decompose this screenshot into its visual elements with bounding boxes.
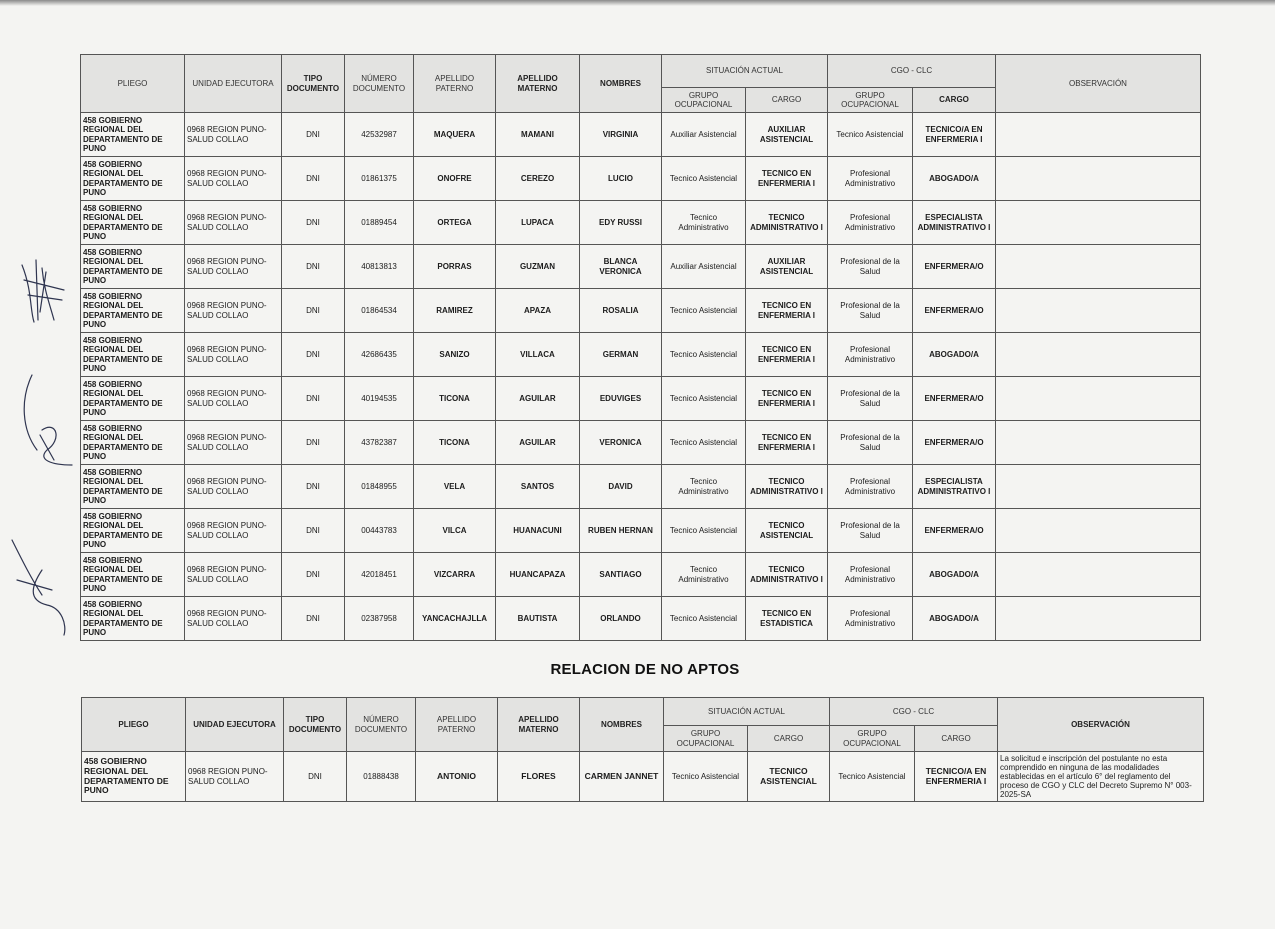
cell-sa-cargo: TECNICO ADMINISTRATIVO I [746, 553, 828, 597]
cell-sa-cargo: TECNICO EN ENFERMERIA I [746, 157, 828, 201]
cell-unidad-ejecutora: 0968 REGION PUNO-SALUD COLLAO [185, 421, 282, 465]
cell-cgo-grupo-ocupacional: Profesional de la Salud [828, 245, 913, 289]
cell-tipo-documento: DNI [282, 553, 345, 597]
cell-cgo-cargo: ABOGADO/A [913, 553, 996, 597]
cell-apellido-paterno: VIZCARRA [414, 553, 496, 597]
cell-numero-documento: 40813813 [345, 245, 414, 289]
cell-cgo-grupo-ocupacional: Profesional Administrativo [828, 201, 913, 245]
cell-cgo-grupo-ocupacional: Profesional de la Salud [828, 377, 913, 421]
cell-nombres: ROSALIA [580, 289, 662, 333]
cell-numero-documento: 01848955 [345, 465, 414, 509]
cell-numero-documento: 01864534 [345, 289, 414, 333]
cell-apellido-materno: APAZA [496, 289, 580, 333]
cell-numero-documento: 43782387 [345, 421, 414, 465]
cell-cgo-cargo: ENFERMERA/O [913, 289, 996, 333]
cell-sa-cargo: TECNICO ADMINISTRATIVO I [746, 465, 828, 509]
cell-cgo-cargo: ENFERMERA/O [913, 509, 996, 553]
header-unidad-ejecutora: UNIDAD EJECUTORA [186, 698, 284, 752]
header-sa-grupo-ocupacional: GRUPO OCUPACIONAL [662, 88, 746, 113]
cell-sa-cargo: TECNICO EN ENFERMERIA I [746, 377, 828, 421]
table-row [82, 752, 1204, 802]
cell-cgo-grupo-ocupacional: Profesional de la Salud [828, 509, 913, 553]
cell-observacion [996, 553, 1201, 597]
header-apellido-materno: APELLIDO MATERNO [498, 698, 580, 752]
cell-unidad-ejecutora: 0968 REGION PUNO-SALUD COLLAO [185, 553, 282, 597]
cell-observacion [996, 201, 1201, 245]
header-sa-cargo: CARGO [746, 88, 828, 113]
cell-pliego: 458 GOBIERNO REGIONAL DEL DEPARTAMENTO DE PUNO [81, 553, 185, 597]
cell-observacion [996, 509, 1201, 553]
cell-sa-grupo-ocupacional: Auxiliar Asistencial [662, 245, 746, 289]
cell-pliego: 458 GOBIERNO REGIONAL DEL DEPARTAMENTO DE PUNO [81, 509, 185, 553]
cell-cgo-cargo: ABOGADO/A [913, 597, 996, 641]
cell-tipo-documento: DNI [282, 377, 345, 421]
cell-sa-cargo: TECNICO ADMINISTRATIVO I [746, 201, 828, 245]
cell-tipo-documento: DNI [282, 597, 345, 641]
cell-tipo-documento: DNI [282, 333, 345, 377]
table-row [81, 333, 1201, 377]
cell-sa-grupo-ocupacional: Tecnico Asistencial [662, 509, 746, 553]
table-row [81, 157, 1201, 201]
cell-cgo-cargo: ENFERMERA/O [913, 377, 996, 421]
table-row [81, 289, 1201, 333]
cell-apellido-materno: VILLACA [496, 333, 580, 377]
cell-nombres: ORLANDO [580, 597, 662, 641]
cell-apellido-paterno: ONOFRE [414, 157, 496, 201]
cell-sa-grupo-ocupacional: Tecnico Administrativo [662, 465, 746, 509]
cell-tipo-documento: DNI [282, 289, 345, 333]
cell-pliego: 458 GOBIERNO REGIONAL DEL DEPARTAMENTO DE PUNO [81, 597, 185, 641]
cell-unidad-ejecutora: 0968 REGION PUNO-SALUD COLLAO [185, 597, 282, 641]
cell-cgo-cargo: ESPECIALISTA ADMINISTRATIVO I [913, 201, 996, 245]
cell-tipo-documento: DNI [282, 509, 345, 553]
table-row [81, 465, 1201, 509]
page-top-shadow [0, 0, 1275, 6]
table-row [81, 553, 1201, 597]
cell-cgo-cargo: ABOGADO/A [913, 157, 996, 201]
cell-nombres: EDY RUSSI [580, 201, 662, 245]
cell-unidad-ejecutora: 0968 REGION PUNO-SALUD COLLAO [185, 201, 282, 245]
cell-cgo-grupo-ocupacional: Tecnico Asistencial [830, 752, 915, 802]
cell-tipo-documento: DNI [282, 245, 345, 289]
table-row [81, 421, 1201, 465]
cell-apellido-materno: FLORES [498, 752, 580, 802]
cell-apellido-materno: MAMANI [496, 113, 580, 157]
header-observacion: OBSERVACIÓN [996, 55, 1201, 113]
cell-sa-cargo: AUXILIAR ASISTENCIAL [746, 245, 828, 289]
header-situacion-actual: SITUACIÓN ACTUAL [662, 55, 828, 88]
cell-apellido-paterno: RAMIREZ [414, 289, 496, 333]
cell-sa-grupo-ocupacional: Tecnico Asistencial [662, 289, 746, 333]
cell-nombres: VERONICA [580, 421, 662, 465]
no-aptos-title: RELACION DE NO APTOS [550, 661, 740, 678]
cell-unidad-ejecutora: 0968 REGION PUNO-SALUD COLLAO [185, 465, 282, 509]
cell-nombres: VIRGINIA [580, 113, 662, 157]
cell-pliego: 458 GOBIERNO REGIONAL DEL DEPARTAMENTO DE PUNO [81, 465, 185, 509]
cell-sa-grupo-ocupacional: Tecnico Asistencial [662, 421, 746, 465]
cell-numero-documento: 42686435 [345, 333, 414, 377]
cell-sa-grupo-ocupacional: Tecnico Asistencial [662, 333, 746, 377]
cell-observacion [996, 157, 1201, 201]
cell-numero-documento: 01889454 [345, 201, 414, 245]
cell-unidad-ejecutora: 0968 REGION PUNO-SALUD COLLAO [185, 157, 282, 201]
header-tipo-documento: TIPO DOCUMENTO [282, 55, 345, 113]
cell-tipo-documento: DNI [282, 465, 345, 509]
cell-observacion [996, 421, 1201, 465]
cell-sa-grupo-ocupacional: Tecnico Asistencial [664, 752, 748, 802]
header-nombres: NOMBRES [580, 55, 662, 113]
header-cgo-grupo-ocupacional: GRUPO OCUPACIONAL [828, 88, 913, 113]
cell-apellido-materno: HUANCAPAZA [496, 553, 580, 597]
cell-cgo-cargo: ABOGADO/A [913, 333, 996, 377]
cell-apellido-materno: AGUILAR [496, 377, 580, 421]
cell-observacion [996, 289, 1201, 333]
cell-numero-documento: 02387958 [345, 597, 414, 641]
header-apellido-paterno: APELLIDO PATERNO [416, 698, 498, 752]
cell-nombres: EDUVIGES [580, 377, 662, 421]
cell-sa-cargo: TECNICO ASISTENCIAL [748, 752, 830, 802]
cell-apellido-paterno: MAQUERA [414, 113, 496, 157]
header-situacion-actual: SITUACIÓN ACTUAL [664, 698, 830, 726]
cell-sa-cargo: AUXILIAR ASISTENCIAL [746, 113, 828, 157]
cell-unidad-ejecutora: 0968 REGION PUNO-SALUD COLLAO [185, 113, 282, 157]
cell-numero-documento: 01888438 [347, 752, 416, 802]
cell-tipo-documento: DNI [282, 421, 345, 465]
cell-sa-cargo: TECNICO EN ENFERMERIA I [746, 289, 828, 333]
cell-pliego: 458 GOBIERNO REGIONAL DEL DEPARTAMENTO DE PUNO [81, 113, 185, 157]
cell-sa-grupo-ocupacional: Tecnico Administrativo [662, 553, 746, 597]
handwritten-signature-marks [2, 250, 77, 640]
cell-apellido-paterno: SANIZO [414, 333, 496, 377]
cell-sa-grupo-ocupacional: Tecnico Asistencial [662, 597, 746, 641]
header-unidad-ejecutora: UNIDAD EJECUTORA [185, 55, 282, 113]
cell-tipo-documento: DNI [282, 157, 345, 201]
cell-sa-cargo: TECNICO ASISTENCIAL [746, 509, 828, 553]
header-observacion: OBSERVACIÓN [998, 698, 1204, 752]
cell-cgo-grupo-ocupacional: Profesional Administrativo [828, 157, 913, 201]
header-apellido-paterno: APELLIDO PATERNO [414, 55, 496, 113]
cell-numero-documento: 00443783 [345, 509, 414, 553]
no-aptos-table [81, 697, 1204, 802]
cell-pliego: 458 GOBIERNO REGIONAL DEL DEPARTAMENTO DE PUNO [81, 157, 185, 201]
cell-apellido-materno: CEREZO [496, 157, 580, 201]
cell-pliego: 458 GOBIERNO REGIONAL DEL DEPARTAMENTO DE PUNO [81, 333, 185, 377]
cell-nombres: BLANCA VERONICA [580, 245, 662, 289]
table-row [81, 377, 1201, 421]
cell-sa-grupo-ocupacional: Tecnico Asistencial [662, 157, 746, 201]
cell-cgo-cargo: ENFERMERA/O [913, 421, 996, 465]
cell-numero-documento: 42532987 [345, 113, 414, 157]
table-row [81, 201, 1201, 245]
cell-sa-grupo-ocupacional: Tecnico Administrativo [662, 201, 746, 245]
cell-apellido-paterno: TICONA [414, 377, 496, 421]
cell-observacion: La solicitud e inscripción del postulante no esta comprendido en ninguna de las modalidades establecidas en el artículo 6° del reglamento del proceso de CGO y CLC del Decreto Supremo N° 003-2025-SA [998, 752, 1204, 802]
header-pliego: PLIEGO [82, 698, 186, 752]
cell-sa-cargo: TECNICO EN ESTADISTICA [746, 597, 828, 641]
header-cgo-clc: CGO - CLC [830, 698, 998, 726]
cell-unidad-ejecutora: 0968 REGION PUNO-SALUD COLLAO [185, 245, 282, 289]
cell-cgo-grupo-ocupacional: Profesional Administrativo [828, 553, 913, 597]
header-apellido-materno: APELLIDO MATERNO [496, 55, 580, 113]
cell-observacion [996, 465, 1201, 509]
cell-apellido-paterno: ANTONIO [416, 752, 498, 802]
cell-cgo-grupo-ocupacional: Profesional de la Salud [828, 421, 913, 465]
cell-nombres: RUBEN HERNAN [580, 509, 662, 553]
cell-tipo-documento: DNI [282, 201, 345, 245]
cell-nombres: LUCIO [580, 157, 662, 201]
header-cgo-cargo: CARGO [913, 88, 996, 113]
cell-sa-grupo-ocupacional: Tecnico Asistencial [662, 377, 746, 421]
cell-nombres: DAVID [580, 465, 662, 509]
cell-apellido-paterno: TICONA [414, 421, 496, 465]
header-sa-grupo-ocupacional: GRUPO OCUPACIONAL [664, 726, 748, 752]
cell-pliego: 458 GOBIERNO REGIONAL DEL DEPARTAMENTO DE PUNO [81, 421, 185, 465]
cell-sa-cargo: TECNICO EN ENFERMERIA I [746, 421, 828, 465]
cell-unidad-ejecutora: 0968 REGION PUNO-SALUD COLLAO [185, 289, 282, 333]
cell-observacion [996, 377, 1201, 421]
cell-cgo-cargo: ESPECIALISTA ADMINISTRATIVO I [913, 465, 996, 509]
cell-cgo-grupo-ocupacional: Profesional Administrativo [828, 597, 913, 641]
cell-apellido-materno: HUANACUNI [496, 509, 580, 553]
table-row [81, 509, 1201, 553]
cell-tipo-documento: DNI [284, 752, 347, 802]
cell-apellido-materno: GUZMAN [496, 245, 580, 289]
cell-nombres: CARMEN JANNET [580, 752, 664, 802]
aptos-table [80, 54, 1201, 641]
cell-apellido-materno: LUPACA [496, 201, 580, 245]
cell-unidad-ejecutora: 0968 REGION PUNO-SALUD COLLAO [185, 333, 282, 377]
table-row [81, 113, 1201, 157]
cell-apellido-materno: BAUTISTA [496, 597, 580, 641]
table-row [81, 245, 1201, 289]
cell-observacion [996, 245, 1201, 289]
cell-cgo-cargo: TECNICO/A EN ENFERMERIA I [915, 752, 998, 802]
cell-cgo-grupo-ocupacional: Profesional de la Salud [828, 289, 913, 333]
cell-unidad-ejecutora: 0968 REGION PUNO-SALUD COLLAO [185, 509, 282, 553]
header-cgo-grupo-ocupacional: GRUPO OCUPACIONAL [830, 726, 915, 752]
cell-sa-cargo: TECNICO EN ENFERMERIA I [746, 333, 828, 377]
cell-apellido-paterno: VILCA [414, 509, 496, 553]
header-numero-documento: NÚMERO DOCUMENTO [347, 698, 416, 752]
cell-pliego: 458 GOBIERNO REGIONAL DEL DEPARTAMENTO DE PUNO [81, 289, 185, 333]
cell-cgo-grupo-ocupacional: Profesional Administrativo [828, 333, 913, 377]
cell-tipo-documento: DNI [282, 113, 345, 157]
header-tipo-documento: TIPO DOCUMENTO [284, 698, 347, 752]
cell-nombres: GERMAN [580, 333, 662, 377]
cell-cgo-grupo-ocupacional: Profesional Administrativo [828, 465, 913, 509]
cell-numero-documento: 40194535 [345, 377, 414, 421]
cell-observacion [996, 333, 1201, 377]
cell-sa-grupo-ocupacional: Auxiliar Asistencial [662, 113, 746, 157]
cell-unidad-ejecutora: 0968 REGION PUNO-SALUD COLLAO [186, 752, 284, 802]
cell-pliego: 458 GOBIERNO REGIONAL DEL DEPARTAMENTO DE PUNO [81, 201, 185, 245]
table-row [81, 597, 1201, 641]
cell-pliego: 458 GOBIERNO REGIONAL DEL DEPARTAMENTO DE PUNO [82, 752, 186, 802]
cell-observacion [996, 113, 1201, 157]
cell-nombres: SANTIAGO [580, 553, 662, 597]
header-cgo-cargo: CARGO [915, 726, 998, 752]
cell-apellido-paterno: ORTEGA [414, 201, 496, 245]
cell-cgo-cargo: TECNICO/A EN ENFERMERIA I [913, 113, 996, 157]
cell-pliego: 458 GOBIERNO REGIONAL DEL DEPARTAMENTO DE PUNO [81, 377, 185, 421]
header-cgo-clc: CGO - CLC [828, 55, 996, 88]
header-nombres: NOMBRES [580, 698, 664, 752]
cell-apellido-paterno: VELA [414, 465, 496, 509]
cell-apellido-materno: AGUILAR [496, 421, 580, 465]
cell-pliego: 458 GOBIERNO REGIONAL DEL DEPARTAMENTO DE PUNO [81, 245, 185, 289]
cell-unidad-ejecutora: 0968 REGION PUNO-SALUD COLLAO [185, 377, 282, 421]
cell-apellido-materno: SANTOS [496, 465, 580, 509]
cell-cgo-cargo: ENFERMERA/O [913, 245, 996, 289]
cell-cgo-grupo-ocupacional: Tecnico Asistencial [828, 113, 913, 157]
cell-apellido-paterno: YANCACHAJLLA [414, 597, 496, 641]
header-pliego: PLIEGO [81, 55, 185, 113]
cell-numero-documento: 01861375 [345, 157, 414, 201]
header-numero-documento: NÚMERO DOCUMENTO [345, 55, 414, 113]
cell-observacion [996, 597, 1201, 641]
cell-numero-documento: 42018451 [345, 553, 414, 597]
header-sa-cargo: CARGO [748, 726, 830, 752]
cell-apellido-paterno: PORRAS [414, 245, 496, 289]
